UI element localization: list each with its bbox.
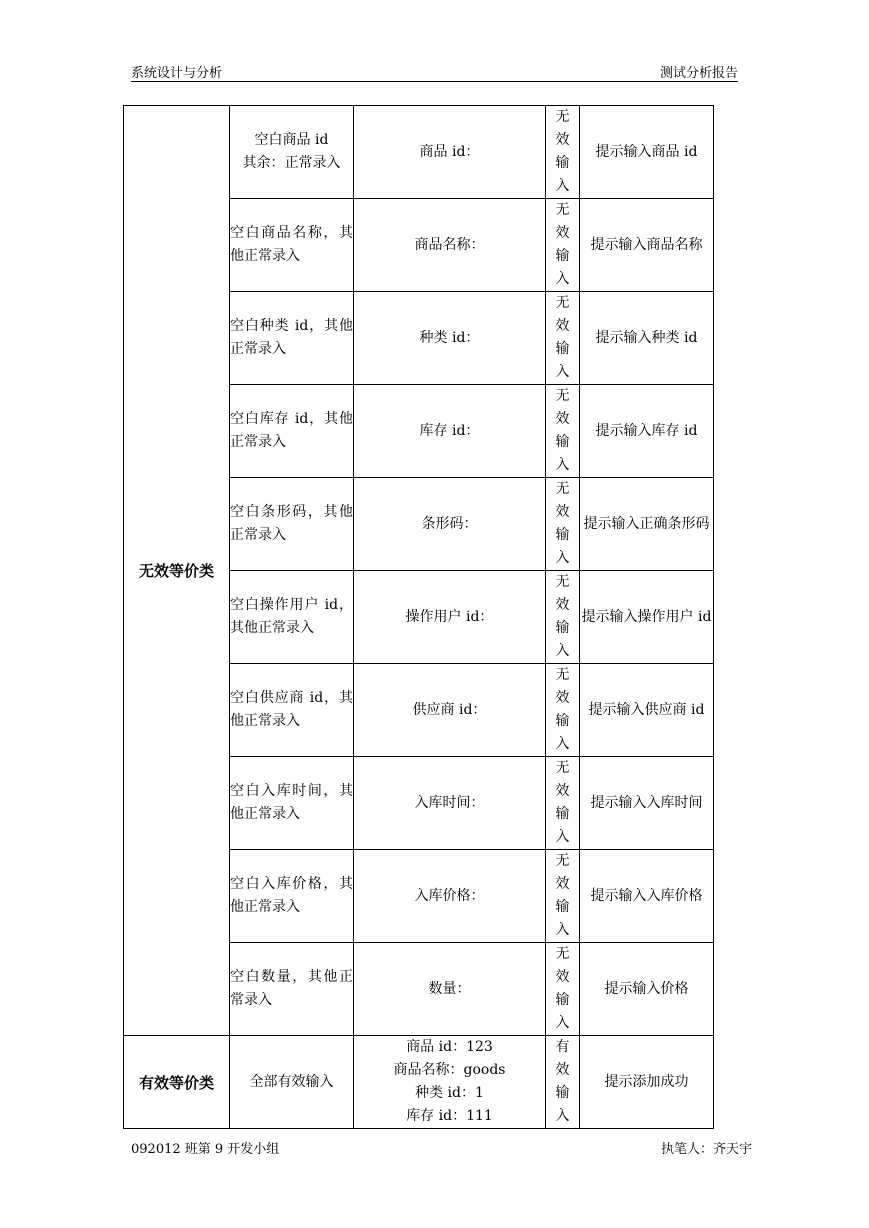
case-input: 商品 id： (354, 106, 546, 199)
case-type (546, 757, 580, 850)
case-type (546, 292, 580, 385)
case-description (230, 478, 354, 571)
case-description (230, 199, 354, 292)
case-input-line: 库存 id：111 (406, 1108, 493, 1124)
case-input: 数量： (354, 943, 546, 1036)
footer-left: 092012 班第 9 开发小组 (131, 1142, 280, 1157)
case-expected-result: 提示输入操作用户 id (580, 571, 714, 664)
case-type (546, 106, 580, 199)
case-description (230, 943, 354, 1036)
case-type-text: 无效输入 (555, 946, 570, 1031)
case-description (230, 850, 354, 943)
case-expected-result: 提示输入商品名称 (580, 199, 714, 292)
case-description-text: 空白库存 id，其他正常录入 (230, 411, 353, 450)
case-description-text: 空白商品名称，其他正常录入 (230, 225, 353, 264)
case-description (230, 292, 354, 385)
case-type-text: 无效输入 (555, 295, 570, 380)
case-expected-result: 提示输入入库价格 (580, 850, 714, 943)
case-input-line: 种类 id：1 (415, 1085, 484, 1101)
test-case-table (123, 105, 714, 1129)
case-type-text: 无效输入 (555, 388, 570, 473)
case-type-text: 无效输入 (555, 853, 570, 938)
case-input: 操作用户 id： (354, 571, 546, 664)
case-type-text: 有效输入 (555, 1039, 570, 1124)
case-type (546, 571, 580, 664)
case-description-text: 空白条形码，其他正常录入 (230, 504, 353, 543)
test-case-table-body (124, 106, 714, 1129)
case-input: 供应商 id： (354, 664, 546, 757)
case-expected-result: 提示输入供应商 id (580, 664, 714, 757)
case-expected-result: 提示输入商品 id (580, 106, 714, 199)
case-type (546, 385, 580, 478)
case-input: 入库价格： (354, 850, 546, 943)
case-input (354, 1036, 546, 1129)
case-type (546, 199, 580, 292)
case-description-text: 空白操作用户 id，其他正常录入 (230, 597, 353, 636)
case-type (546, 1036, 580, 1129)
case-expected-result: 提示输入库存 id (580, 385, 714, 478)
case-type (546, 943, 580, 1036)
case-input: 种类 id： (354, 292, 546, 385)
footer-right: 执笔人：齐天宇 (660, 1142, 752, 1157)
case-input-line: 商品名称：goods (393, 1062, 506, 1078)
header-right: 测试分析报告 (659, 66, 738, 81)
case-type (546, 478, 580, 571)
case-description: 全部有效输入 (230, 1036, 354, 1129)
invalid-class-cell: 无效等价类 (124, 106, 230, 1036)
case-expected-result: 提示输入入库时间 (580, 757, 714, 850)
case-expected-result: 提示输入种类 id (580, 292, 714, 385)
case-description-text: 空白供应商 id，其他正常录入 (230, 690, 353, 729)
case-type-text: 无效输入 (555, 109, 570, 194)
case-description (230, 664, 354, 757)
case-input: 库存 id： (354, 385, 546, 478)
case-input: 条形码： (354, 478, 546, 571)
case-type-text: 无效输入 (555, 667, 570, 752)
case-expected-result: 提示输入价格 (580, 943, 714, 1036)
case-description (230, 106, 354, 199)
case-input: 商品名称： (354, 199, 546, 292)
header-left: 系统设计与分析 (131, 66, 223, 81)
case-description (230, 385, 354, 478)
case-expected-result: 提示添加成功 (580, 1036, 714, 1129)
table-row (124, 106, 714, 199)
case-description-text: 空白入库时间，其他正常录入 (230, 783, 353, 822)
case-description-text: 空白商品 id 其余：正常录入 (242, 132, 341, 171)
case-description-text: 空白数量，其他正常录入 (230, 969, 353, 1008)
valid-class-cell: 有效等价类 (124, 1036, 230, 1129)
case-description-text: 空白种类 id，其他正常录入 (230, 318, 353, 357)
case-expected-result: 提示输入正确条形码 (580, 478, 714, 571)
header-rule (131, 81, 738, 82)
case-type-text: 无效输入 (555, 481, 570, 566)
case-description (230, 571, 354, 664)
case-type-text: 无效输入 (555, 202, 570, 287)
case-input-line: 商品 id：123 (406, 1039, 493, 1055)
case-type-text: 无效输入 (555, 760, 570, 845)
table-row (124, 1036, 714, 1129)
case-description (230, 757, 354, 850)
case-input: 入库时间： (354, 757, 546, 850)
case-type (546, 850, 580, 943)
case-type-text: 无效输入 (555, 574, 570, 659)
case-type (546, 664, 580, 757)
case-description-text: 空白入库价格，其他正常录入 (230, 876, 353, 915)
